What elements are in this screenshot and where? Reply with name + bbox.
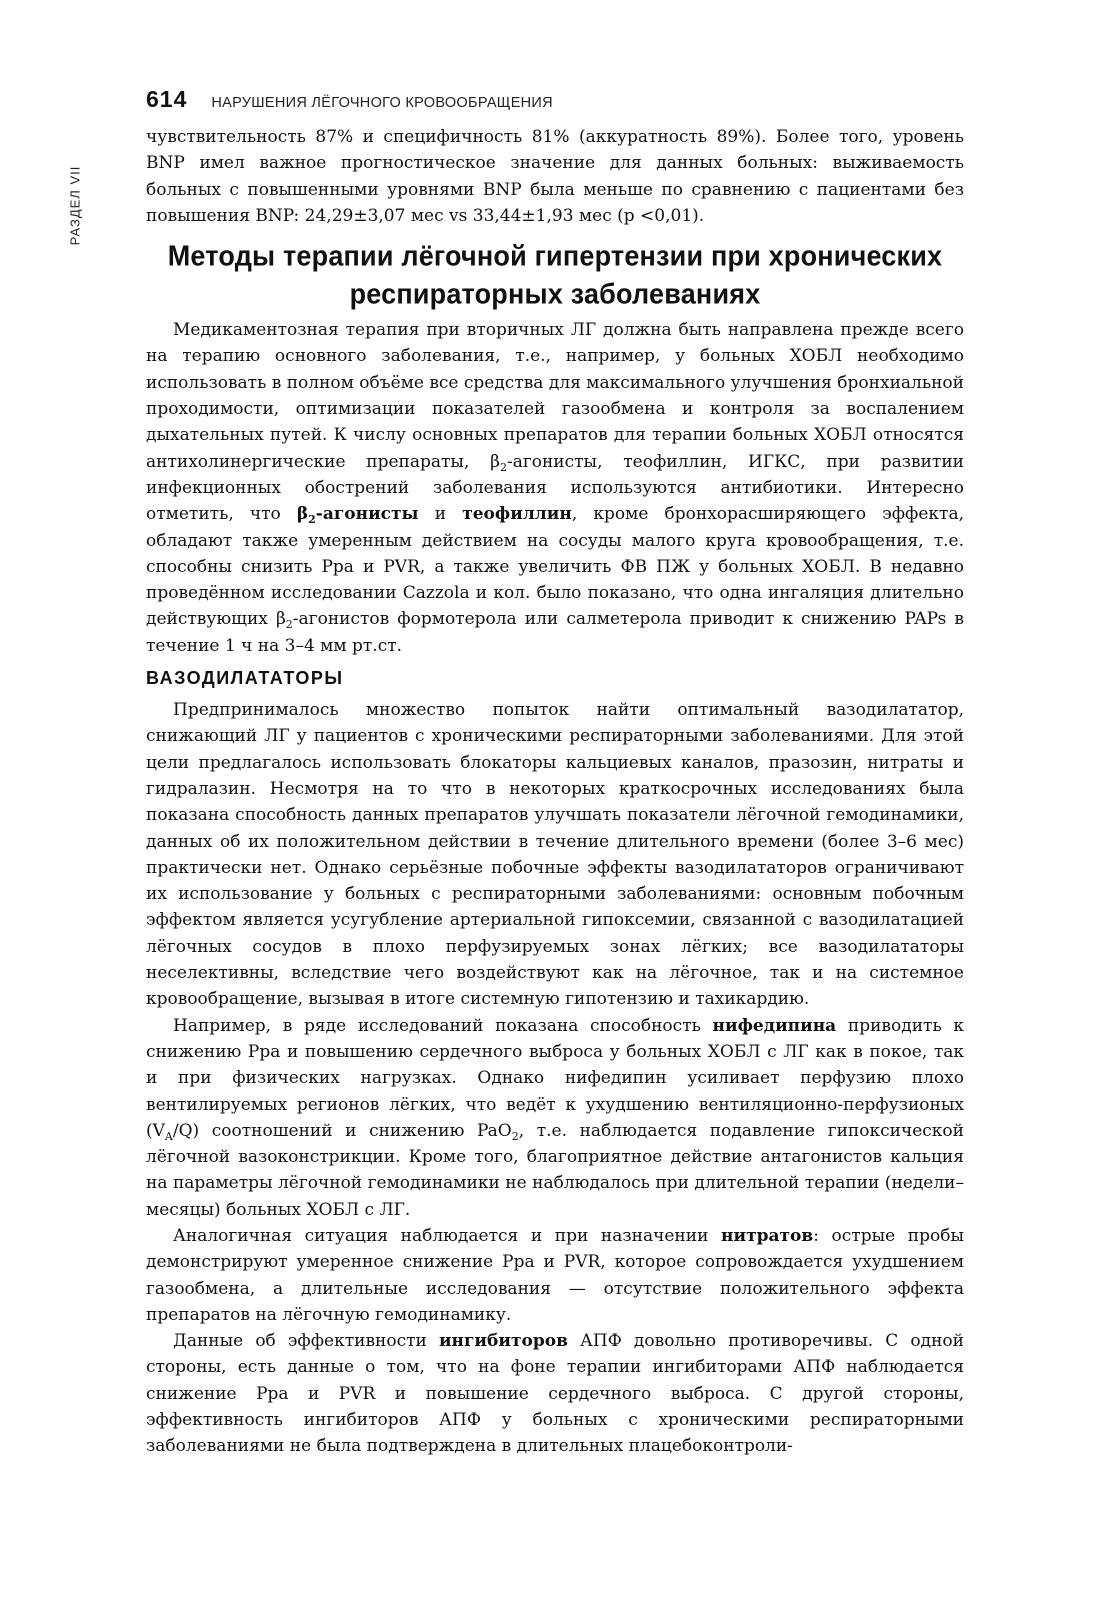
subscript: A	[164, 1129, 173, 1143]
intro-paragraph: чувствительность 87% и специфичность 81% (аккуратность 89%). Более того, уровень BNP имел важное прогностическое значение для данных больных: выживаемость больных с повышенными уровнями BNP была меньше по сравнению с пациентами без повышения BNP: 24,29±3,07 мес vs 33,44±1,93 мес (p <0,01).	[146, 127, 964, 226]
text-run: Например, в ряде исследований показана способность	[173, 1015, 713, 1036]
text-run: и	[418, 504, 463, 525]
text-run: приводить к снижению Ppa и повышению сердечного выброса у больных ХОБЛ с ЛГ как в покое, так и при физических нагрузках. Однако нифедипин усиливает перфузию плохо вентилируемых регионов лёгких, что ведёт к ухудшению вентиляционно-перфузионых (V	[146, 1015, 965, 1141]
text-run: /Q) соотношений и снижению PaO	[172, 1120, 512, 1141]
subsection-title: ВАЗОДИЛАТАТОРЫ	[146, 668, 344, 689]
bold-term-inhibitors: ингибиторов	[438, 1331, 568, 1352]
running-header	[146, 86, 966, 116]
section-side-label	[58, 140, 92, 270]
bold-text: β	[296, 504, 309, 525]
subscript: 2	[511, 1129, 519, 1143]
bold-term-theophylline: теофиллин	[462, 504, 572, 525]
running-title: НАРУШЕНИЯ ЛЁГОЧНОГО КРОВООБРАЩЕНИЯ	[211, 95, 553, 111]
text-run: Аналогичная ситуация наблюдается и при назначении	[173, 1225, 722, 1246]
text-run: , т.е. наблюдается подавление гипоксической лёгочной вазоконстрикции. Кроме того, благоприятное действие антагонистов кальция на параметры лёгочной гемодинамики не наблюдалось при длительной терапии (недели–месяцы) больных ХОБЛ с ЛГ.	[146, 1120, 964, 1220]
bold-term-nitrates: нитратов	[721, 1225, 814, 1246]
subscript: 2	[499, 460, 507, 474]
subscript: 2	[285, 618, 293, 632]
page-body	[146, 124, 964, 1460]
bold-term-beta2-agonists	[296, 504, 419, 527]
text-run: -агонистов формотерола или салметерола приводит к снижению PAPs в течение 1 ч на 3–4 мм рт.ст.	[146, 609, 964, 656]
paragraph-ace-inhibitors	[146, 1328, 964, 1459]
text-run: : острые пробы демонстрируют умеренное снижение Ppa и PVR, которое сопровождается ухудшением газообмена, а длительные исследования — отсутствие положительного эффекта препаратов на лёгочную гемодинамику.	[146, 1225, 964, 1325]
page-number: 614	[146, 86, 188, 112]
subscript: 2	[308, 513, 316, 527]
paragraph-vasodilators: Предпринималось множество попыток найти оптимальный вазодилататор, снижающий ЛГ у пациентов с хроническими респираторными заболеваниями. Для этой цели предлагалось использовать блокаторы кальциевых каналов, празозин, нитраты и гидралазин. Несмотря на то что в некоторых краткосрочных исследованиях была показана способность данных препаратов улучшать показатели лёгочной гемодинамики, данных об их положительном действии в течение длительного времени (более 3–6 мес) практически нет. Однако серьёзные побочные эффекты вазодилататоров ограничивают их использование у больных с респираторными заболеваниями: основным побочным эффектом является усугубление артериальной гипоксемии, связанной с вазодилатацией лёгочных сосудов в плохо перфузируемых зонах лёгких; все вазодилататоры неселективны, вследствие чего воздействуют как на лёгочное, так и на системное кровообращение, вызывая в итоге системную гипотензию и тахикардию.	[146, 700, 964, 1010]
bold-text: -агонисты	[315, 504, 419, 525]
section-title: Методы терапии лёгочной гипертензии при хронических респираторных заболеваниях	[167, 240, 943, 310]
text-run: АПФ довольно противоречивы. С одной стороны, есть данные о том, что на фоне терапии ингибиторами АПФ наблюдается снижение Ppa и PVR и повышение сердечного выброса. С другой стороны, эффективность ингибиторов АПФ у больных с хроническими респираторными заболеваниями не была подтверждена в длительных плацебоконтроли-	[146, 1331, 964, 1457]
paragraph-nifedipine	[146, 1013, 964, 1223]
paragraph-therapy	[146, 317, 964, 659]
text-run: -агонисты, теофиллин, ИГКС, при развитии инфекционных обострений заболевания используются антибиотики. Интересно отметить, что	[146, 451, 964, 525]
text-run: Медикаментозная терапия при вторичных ЛГ должна быть направлена прежде всего на терапию основного заболевания, т.е., например, у больных ХОБЛ необходимо использовать в полном объёме все средства для максимального улучшения бронхиальной проходимости, оптимизации показателей газообмена и контроля за воспалением дыхательных путей. К числу основных препаратов для терапии больных ХОБЛ относятся антихолинергические препараты, β	[146, 320, 964, 472]
text-run: Данные об эффективности	[173, 1331, 439, 1352]
text-run: , кроме бронхорасширяющего эффекта, обладают также умеренным действием на сосуды малого круга кровообращения, т.е. способны снизить Ppa и PVR, а также увеличить ФВ ПЖ у больных ХОБЛ. В недавно проведённом исследовании Cazzola и кол. было показано, что одна ингаляция длительно действующих β	[146, 504, 964, 630]
bold-term-nifedipine: нифедипина	[712, 1015, 837, 1036]
paragraph-nitrates	[146, 1223, 964, 1328]
side-label-text: РАЗДЕЛ VII	[67, 165, 83, 245]
